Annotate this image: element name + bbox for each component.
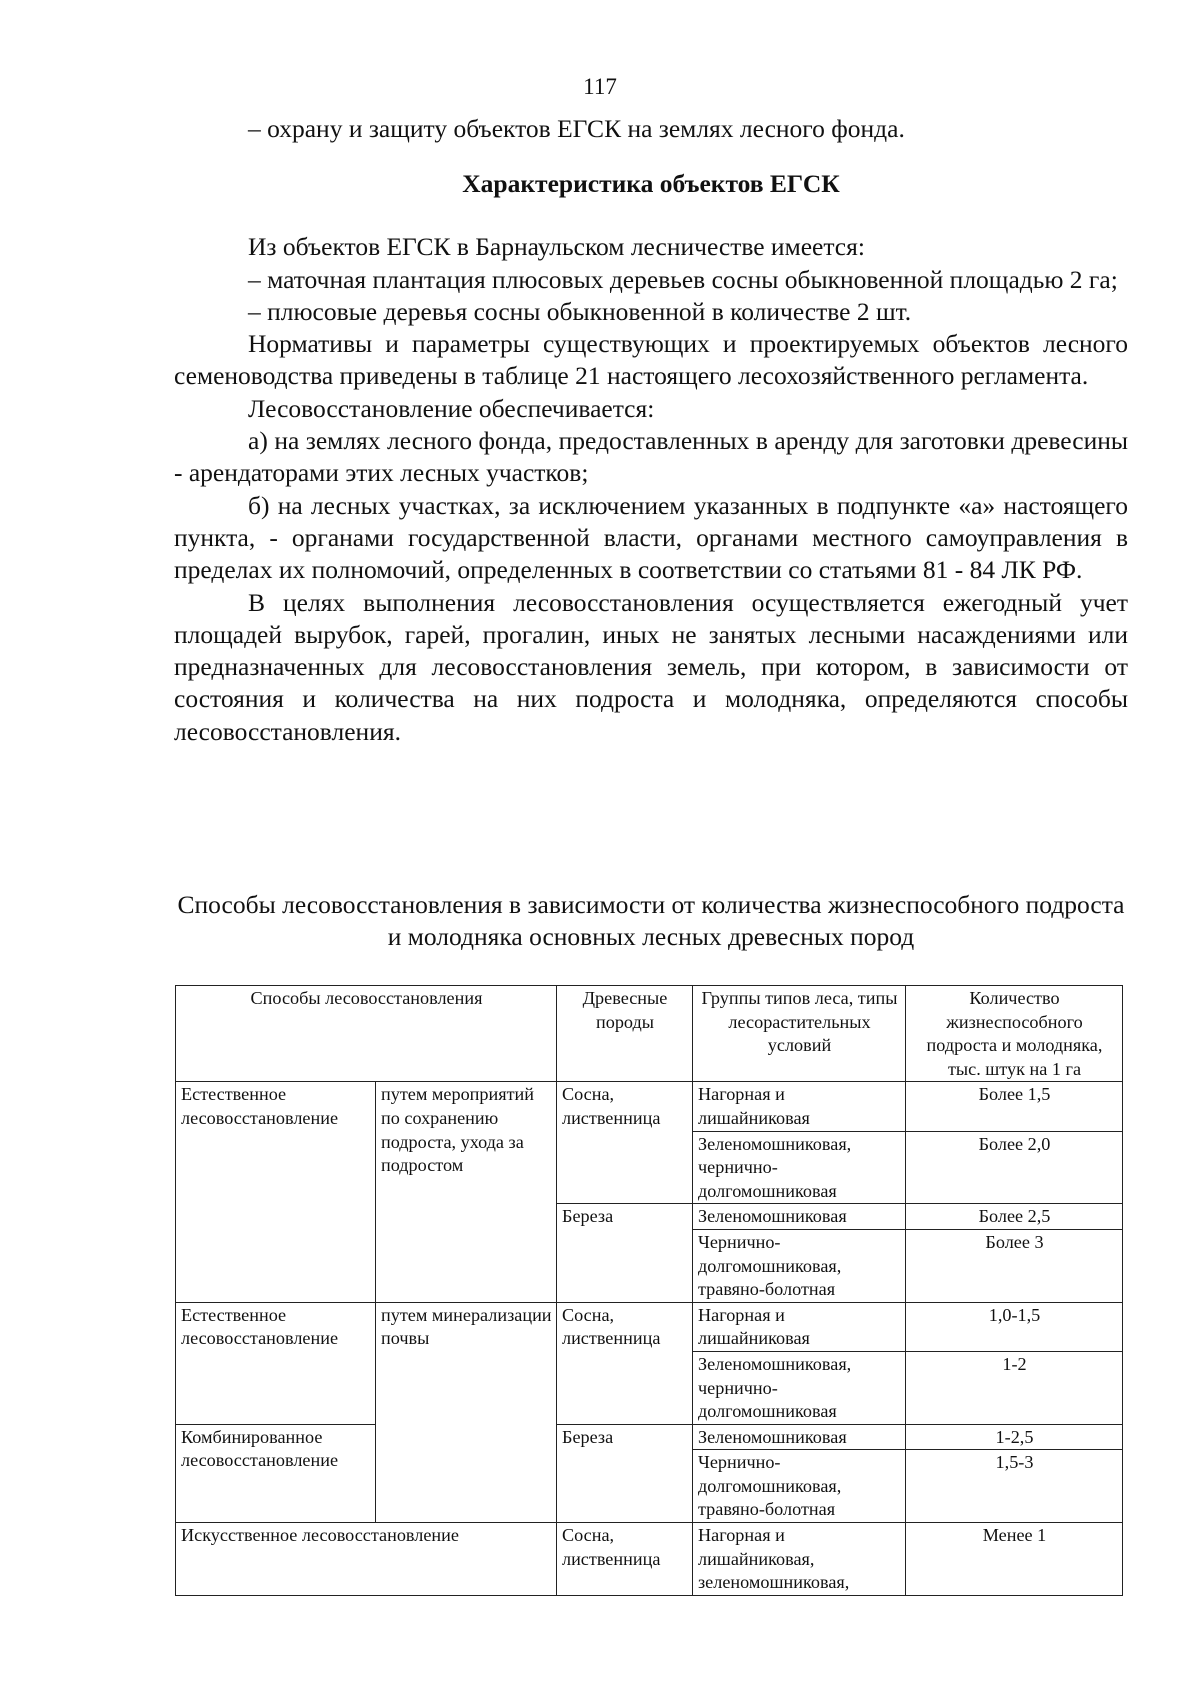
paragraph: Из объектов ЕГСК в Барнаульском лесничестве имеется: [248,232,865,262]
table-row [176,1523,1123,1596]
header-species: Древесные породы [557,986,693,1082]
section-heading: Характеристика объектов ЕГСК [462,169,840,199]
paragraph: – охрану и защиту объектов ЕГСК на землях лесного фонда. [248,114,905,143]
cell-quantity: Более 2,0 [906,1131,1123,1204]
cell-forest-group: Зеленомошниковая [693,1204,906,1230]
cell-species: Береза [557,1424,693,1522]
cell-quantity: Более 2,5 [906,1204,1123,1230]
table-row [176,1082,1123,1131]
cell-forest-group: Нагорная и лишайниковая [693,1302,906,1351]
paragraph: – плюсовые деревья сосны обыкновенной в количестве 2 шт. [248,296,912,326]
table-title: Способы лесовосстановления в зависимости от количества жизнеспособного подроста и молодняка основных лесных древесных пород [177,890,1125,951]
cell-means: путем минерализации почвы [376,1302,557,1522]
cell-forest-group: Нагорная и лишайниковая, зеленомошниковая, [693,1523,906,1596]
cell-forest-group: Зеленомошниковая [693,1424,906,1450]
cell-quantity: 1-2 [906,1351,1123,1424]
cell-species: Сосна, лиственница [557,1082,693,1204]
paragraph: – маточная плантация плюсовых деревьев сосны обыкновенной площадью 2 га; [248,264,1118,294]
cell-forest-group: Чернично-долгомошниковая, травяно-болотная [693,1450,906,1523]
cell-species: Береза [557,1204,693,1302]
cell-method: Естественное лесовосстановление [176,1302,376,1424]
cell-quantity: Более 3 [906,1229,1123,1302]
cell-species: Сосна, лиственница [557,1523,693,1596]
cell-quantity: Более 1,5 [906,1082,1123,1131]
paragraph: б) на лесных участках, за исключением указанных в подпункте «а» настоящего пункта, - органами государственной власти, органами местного самоуправления в пределах их полномочий, определенных в соответствии со статьями 81 - 84 ЛК РФ. [174,490,1128,585]
header-forest-groups: Группы типов леса, типы лесорастительных условий [693,986,906,1082]
cell-quantity: Менее 1 [906,1523,1123,1596]
reforestation-methods-table [175,985,1123,1596]
paragraph: Нормативы и параметры существующих и проектируемых объектов лесного семеноводства приведены в таблице 21 настоящего лесохозяйственного регламента. [174,329,1128,391]
cell-quantity: 1,5-3 [906,1450,1123,1523]
cell-forest-group: Чернично-долгомошниковая, травяно-болотная [693,1229,906,1302]
paragraph: Лесовосстановление обеспечивается: [248,393,655,423]
page-number: 117 [583,74,617,99]
paragraph: В целях выполнения лесовосстановления осуществляется ежегодный учет площадей вырубок, гарей, прогалин, иных не занятых лесными насаждениями или предназначенных для лесовосстановления земель, при котором, в зависимости от состояния и количества на них подроста и молодняка, определяются способы лесовосстановления. [174,587,1128,746]
cell-forest-group: Нагорная и лишайниковая [693,1082,906,1131]
cell-species: Сосна, лиственница [557,1302,693,1424]
cell-quantity: 1,0-1,5 [906,1302,1123,1351]
cell-method: Естественное лесовосстановление [176,1082,376,1302]
cell-method: Искусственное лесовосстановление [176,1523,557,1596]
cell-forest-group: Зеленомошниковая, чернично-долгомошниковая [693,1131,906,1204]
cell-quantity: 1-2,5 [906,1424,1123,1450]
cell-forest-group: Зеленомошниковая, чернично-долгомошниковая [693,1351,906,1424]
table-row [176,1424,1123,1450]
header-quantity: Количество жизнеспособного подроста и молодняка, тыс. штук на 1 га [906,986,1123,1082]
cell-method: Комбинированное лесовосстановление [176,1424,376,1522]
paragraph: а) на землях лесного фонда, предоставленных в аренду для заготовки древесины - арендаторами этих лесных участков; [174,426,1128,488]
cell-means: путем мероприятий по сохранению подроста, ухода за подростом [376,1082,557,1302]
table-row [176,1302,1123,1351]
header-method: Способы лесовосстановления [176,986,557,1082]
body-text [174,113,1128,748]
table-header-row [176,986,1123,1082]
